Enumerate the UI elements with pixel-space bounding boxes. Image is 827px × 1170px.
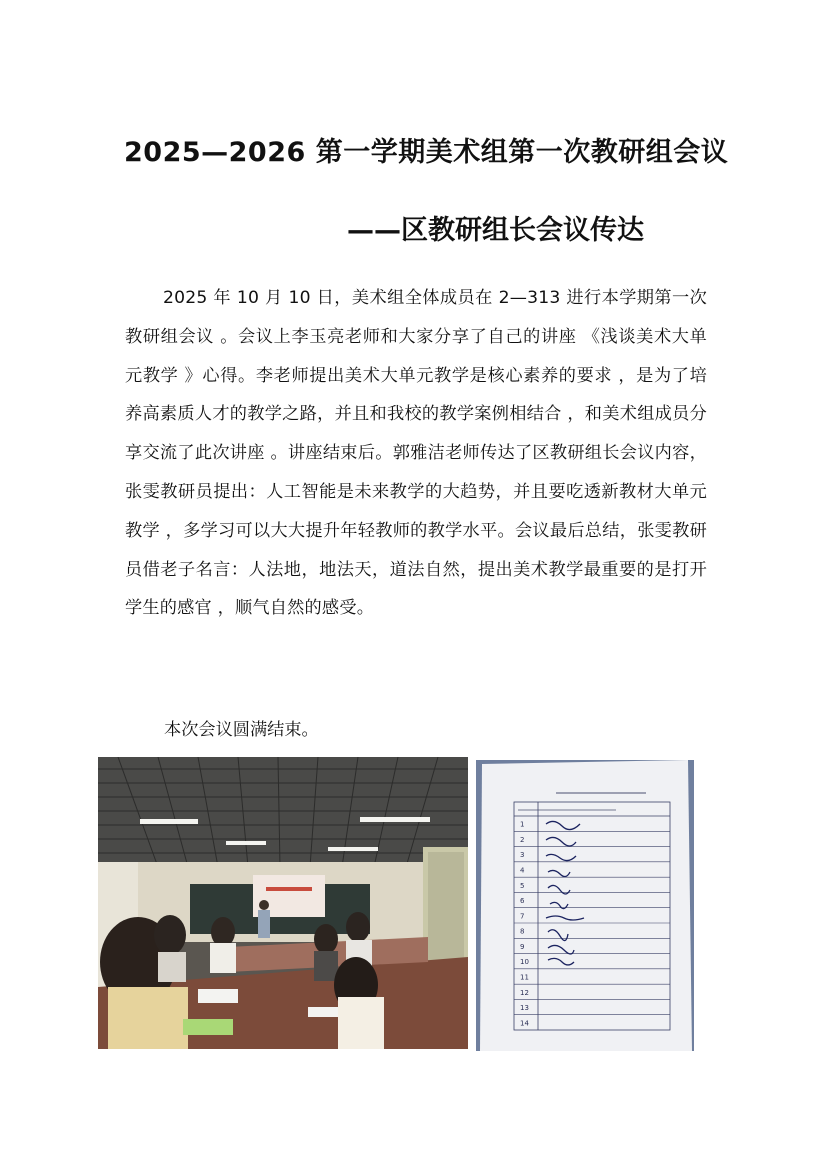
document-subtitle: ——区教研组长会议传达 (347, 215, 644, 246)
signin-row-number: 3 (520, 851, 525, 860)
signin-row-number: 7 (520, 912, 525, 921)
meeting-photo (98, 757, 468, 1049)
signin-row-number: 11 (520, 973, 529, 982)
signin-row-number: 1 (520, 820, 525, 829)
signin-row-number: 9 (520, 942, 525, 951)
signin-row-number: 5 (520, 881, 525, 890)
closing-line: 本次会议圆满结束。 (164, 720, 319, 740)
signin-row-number: 10 (520, 958, 529, 967)
signin-row-number: 6 (520, 897, 525, 906)
body-paragraph: 2025 年 10 月 10 日，美术组全体成员在 2—313 进行本学期第一次教研组会议 。会议上李玉亮老师和大家分享了自己的讲座 《浅谈美术大单元教学 》心得。李老师提出美术大单元教学是核心素养的要求 ，是为了培养高素质人才的教学之路，并且和我校的教学案例相结合 ，和美术组成员分享交流了此次讲座 。讲座结束后。郭雅洁老师传达了区教研组长会议内容， 张雯教研员提出：人工智能是未来教学的大趋势，并且要吃透新教材大单元教学 ，多学习可以大大提升年轻教师的教学水平。会议最后总结，张雯教研员借老子名言：人法地，地法天，道法自然，提出美术教学最重要的是打开学生的感官 ，顺气自然的感受。 (125, 288, 707, 619)
signin-row-number: 8 (520, 927, 525, 936)
signin-sheet-photo (476, 760, 694, 1051)
signin-row-number: 12 (520, 988, 529, 997)
signin-row-number: 4 (520, 866, 525, 875)
signin-row-number: 13 (520, 1004, 529, 1013)
document-title: 2025—2026 第一学期美术组第一次教研组会议 (124, 137, 729, 168)
signin-row-number: 2 (520, 835, 525, 844)
signin-row-number: 14 (520, 1019, 529, 1028)
